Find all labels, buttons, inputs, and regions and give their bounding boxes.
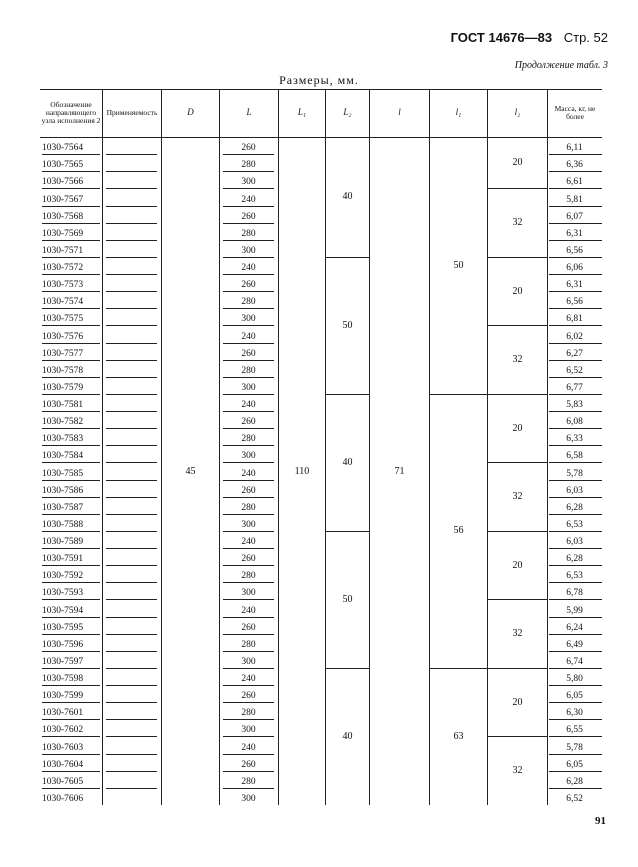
row-line <box>106 377 157 378</box>
row-L: 280 <box>241 639 256 650</box>
row-L: 260 <box>241 280 256 291</box>
row-line <box>106 274 157 275</box>
row-L: 260 <box>241 691 256 702</box>
row-designation: 1030-7575 <box>42 314 84 325</box>
row-mass: 6,11 <box>566 143 583 154</box>
row-L: 300 <box>241 177 256 188</box>
row-line <box>106 702 157 703</box>
group-L1: 110 <box>294 465 310 477</box>
header-designation: Обозначение направляющего узла исполнения 2 <box>41 99 101 126</box>
header-application: Применяемость <box>106 107 158 117</box>
row-designation: 1030-7567 <box>42 194 84 205</box>
row-mass: 6,28 <box>566 554 583 565</box>
row-mass: 6,02 <box>566 331 583 342</box>
row-designation: 1030-7593 <box>42 588 84 599</box>
row-designation: 1030-7585 <box>42 468 84 479</box>
row-mass: 6,81 <box>566 314 583 325</box>
row-mass: 6,56 <box>566 245 583 256</box>
row-line <box>106 736 157 737</box>
row-designation: 1030-7596 <box>42 639 84 650</box>
row-designation: 1030-7582 <box>42 417 84 428</box>
row-mass: 6,53 <box>566 571 583 582</box>
row-mass: 6,55 <box>566 725 583 736</box>
row-L: 240 <box>241 331 256 342</box>
row-designation: 1030-7572 <box>42 263 84 274</box>
group-L2: 40 <box>342 191 353 203</box>
row-L: 280 <box>241 571 256 582</box>
row-line <box>106 223 157 224</box>
row-line <box>106 497 157 498</box>
header-l2: l₂ <box>514 107 521 118</box>
row-L: 300 <box>241 793 256 804</box>
row-mass: 5,81 <box>566 194 583 205</box>
row-mass: 6,08 <box>566 417 583 428</box>
row-mass: 6,28 <box>566 776 583 787</box>
row-L: 260 <box>241 485 256 496</box>
row-designation: 1030-7564 <box>42 143 84 154</box>
row-line <box>106 445 157 446</box>
row-designation: 1030-7605 <box>42 776 84 787</box>
table-top-line <box>40 89 602 90</box>
row-designation: 1030-7586 <box>42 485 84 496</box>
row-designation: 1030-7591 <box>42 554 84 565</box>
group-l2: 32 <box>512 765 523 777</box>
row-designation: 1030-7584 <box>42 451 84 462</box>
row-designation: 1030-7592 <box>42 571 84 582</box>
column-divider <box>102 89 103 805</box>
row-mass: 6,03 <box>566 485 583 496</box>
header-l: l <box>398 107 401 118</box>
row-line <box>106 565 157 566</box>
header-l1: l₁ <box>455 107 462 118</box>
row-L: 240 <box>241 674 256 685</box>
row-mass: 5,99 <box>566 605 583 616</box>
row-L: 300 <box>241 656 256 667</box>
row-line <box>106 480 157 481</box>
row-L: 240 <box>241 400 256 411</box>
row-designation: 1030-7573 <box>42 280 84 291</box>
header-D: D <box>187 107 194 118</box>
row-mass: 6,05 <box>566 691 583 702</box>
group-l2: 20 <box>512 285 523 297</box>
dimensions-table <box>40 89 602 805</box>
group-l2: 32 <box>512 217 523 229</box>
row-line <box>106 582 157 583</box>
group-l: 71 <box>394 465 405 477</box>
row-L: 300 <box>241 588 256 599</box>
row-line <box>106 308 157 309</box>
row-line <box>106 240 157 241</box>
row-designation: 1030-7568 <box>42 211 84 222</box>
row-line <box>106 428 157 429</box>
row-designation: 1030-7571 <box>42 245 84 256</box>
page-number: 91 <box>595 815 606 827</box>
group-L2: 50 <box>342 593 353 605</box>
row-mass: 6,05 <box>566 759 583 770</box>
row-mass: 6,31 <box>566 280 583 291</box>
header-mass: Масса, кг, не более <box>554 103 596 121</box>
row-designation: 1030-7595 <box>42 622 84 633</box>
row-designation: 1030-7577 <box>42 348 84 359</box>
row-L: 280 <box>241 297 256 308</box>
group-l2: 32 <box>512 628 523 640</box>
row-line <box>106 171 157 172</box>
row-designation: 1030-7588 <box>42 519 84 530</box>
row-mass: 6,36 <box>566 160 583 171</box>
document-header <box>451 30 608 45</box>
row-mass: 6,77 <box>566 382 583 393</box>
row-designation: 1030-7603 <box>42 742 84 753</box>
row-line <box>106 754 157 755</box>
row-mass: 6,27 <box>566 348 583 359</box>
row-L: 280 <box>241 708 256 719</box>
row-designation: 1030-7597 <box>42 656 84 667</box>
row-mass: 6,74 <box>566 656 583 667</box>
row-line <box>106 514 157 515</box>
group-l2: 32 <box>512 491 523 503</box>
row-L: 240 <box>241 537 256 548</box>
row-line <box>106 668 157 669</box>
row-line <box>106 634 157 635</box>
row-designation: 1030-7602 <box>42 725 84 736</box>
row-L: 240 <box>241 468 256 479</box>
row-mass: 6,31 <box>566 228 583 239</box>
row-designation: 1030-7606 <box>42 793 84 804</box>
row-L: 260 <box>241 348 256 359</box>
row-designation: 1030-7594 <box>42 605 84 616</box>
row-L: 280 <box>241 365 256 376</box>
table-caption: Размеры, мм. <box>279 73 359 87</box>
row-mass: 6,49 <box>566 639 583 650</box>
group-L2: 40 <box>342 456 353 468</box>
row-mass: 6,53 <box>566 519 583 530</box>
row-L: 280 <box>241 502 256 513</box>
page-label: Стр. 52 <box>563 30 608 45</box>
row-L: 260 <box>241 759 256 770</box>
header-L2: L₂ <box>343 107 352 118</box>
row-mass: 5,80 <box>566 674 583 685</box>
row-L: 300 <box>241 314 256 325</box>
row-designation: 1030-7574 <box>42 297 84 308</box>
row-line <box>106 206 157 207</box>
row-L: 280 <box>241 228 256 239</box>
row-mass: 6,61 <box>566 177 583 188</box>
row-line <box>106 719 157 720</box>
row-mass: 5,83 <box>566 400 583 411</box>
row-L: 240 <box>241 263 256 274</box>
row-mass: 5,78 <box>566 742 583 753</box>
row-designation: 1030-7601 <box>42 708 84 719</box>
row-line <box>106 291 157 292</box>
row-designation: 1030-7565 <box>42 160 84 171</box>
standard-code: ГОСТ 14676—83 <box>450 30 553 45</box>
row-mass: 6,30 <box>566 708 583 719</box>
row-line <box>106 599 157 600</box>
row-line <box>106 462 157 463</box>
row-mass: 6,56 <box>566 297 583 308</box>
row-mass: 6,03 <box>566 537 583 548</box>
row-mass: 6,33 <box>566 434 583 445</box>
row-line <box>106 685 157 686</box>
group-l2: 20 <box>512 157 523 169</box>
row-line <box>106 325 157 326</box>
group-l2: 20 <box>512 696 523 708</box>
row-designation: 1030-7583 <box>42 434 84 445</box>
row-mass: 6,07 <box>566 211 583 222</box>
row-L: 280 <box>241 434 256 445</box>
row-line <box>106 531 157 532</box>
row-designation: 1030-7598 <box>42 674 84 685</box>
row-mass: 6,52 <box>566 365 583 376</box>
row-line <box>106 257 157 258</box>
group-l1: 63 <box>453 730 464 742</box>
row-L: 280 <box>241 776 256 787</box>
row-mass: 5,78 <box>566 468 583 479</box>
row-L: 300 <box>241 245 256 256</box>
row-mass: 6,78 <box>566 588 583 599</box>
row-mass: 6,58 <box>566 451 583 462</box>
row-mass: 6,06 <box>566 263 583 274</box>
group-l2: 20 <box>512 559 523 571</box>
row-mass: 6,24 <box>566 622 583 633</box>
row-designation: 1030-7599 <box>42 691 84 702</box>
row-designation: 1030-7578 <box>42 365 84 376</box>
row-line <box>106 343 157 344</box>
row-L: 240 <box>241 742 256 753</box>
row-line <box>106 788 157 789</box>
row-L: 300 <box>241 382 256 393</box>
table-continuation-note: Продолжение табл. 3 <box>514 60 608 71</box>
row-line <box>106 617 157 618</box>
group-D: 45 <box>185 465 196 477</box>
row-L: 300 <box>241 451 256 462</box>
group-l2: 20 <box>512 422 523 434</box>
group-L2: 40 <box>342 730 353 742</box>
row-designation: 1030-7569 <box>42 228 84 239</box>
row-line <box>106 360 157 361</box>
row-mass: 6,52 <box>566 793 583 804</box>
row-mass: 6,28 <box>566 502 583 513</box>
row-L: 260 <box>241 417 256 428</box>
row-L: 300 <box>241 519 256 530</box>
row-designation: 1030-7589 <box>42 537 84 548</box>
row-L: 240 <box>241 605 256 616</box>
row-L: 260 <box>241 143 256 154</box>
header-L1: L₁ <box>297 107 307 118</box>
row-L: 260 <box>241 211 256 222</box>
row-L: 260 <box>241 554 256 565</box>
row-designation: 1030-7576 <box>42 331 84 342</box>
group-l1: 50 <box>453 259 464 271</box>
row-line <box>106 411 157 412</box>
group-l2: 32 <box>512 354 523 366</box>
row-line <box>106 188 157 189</box>
row-line <box>106 771 157 772</box>
row-line <box>106 651 157 652</box>
row-L: 280 <box>241 160 256 171</box>
row-designation: 1030-7587 <box>42 502 84 513</box>
row-designation: 1030-7566 <box>42 177 84 188</box>
row-L: 260 <box>241 622 256 633</box>
group-L2: 50 <box>342 319 353 331</box>
row-designation: 1030-7581 <box>42 400 84 411</box>
row-line <box>106 394 157 395</box>
group-l1: 56 <box>453 525 464 537</box>
row-designation: 1030-7604 <box>42 759 84 770</box>
row-L: 300 <box>241 725 256 736</box>
row-L: 240 <box>241 194 256 205</box>
row-line <box>106 154 157 155</box>
row-designation: 1030-7579 <box>42 382 84 393</box>
header-L: L <box>246 107 252 118</box>
row-line <box>106 548 157 549</box>
